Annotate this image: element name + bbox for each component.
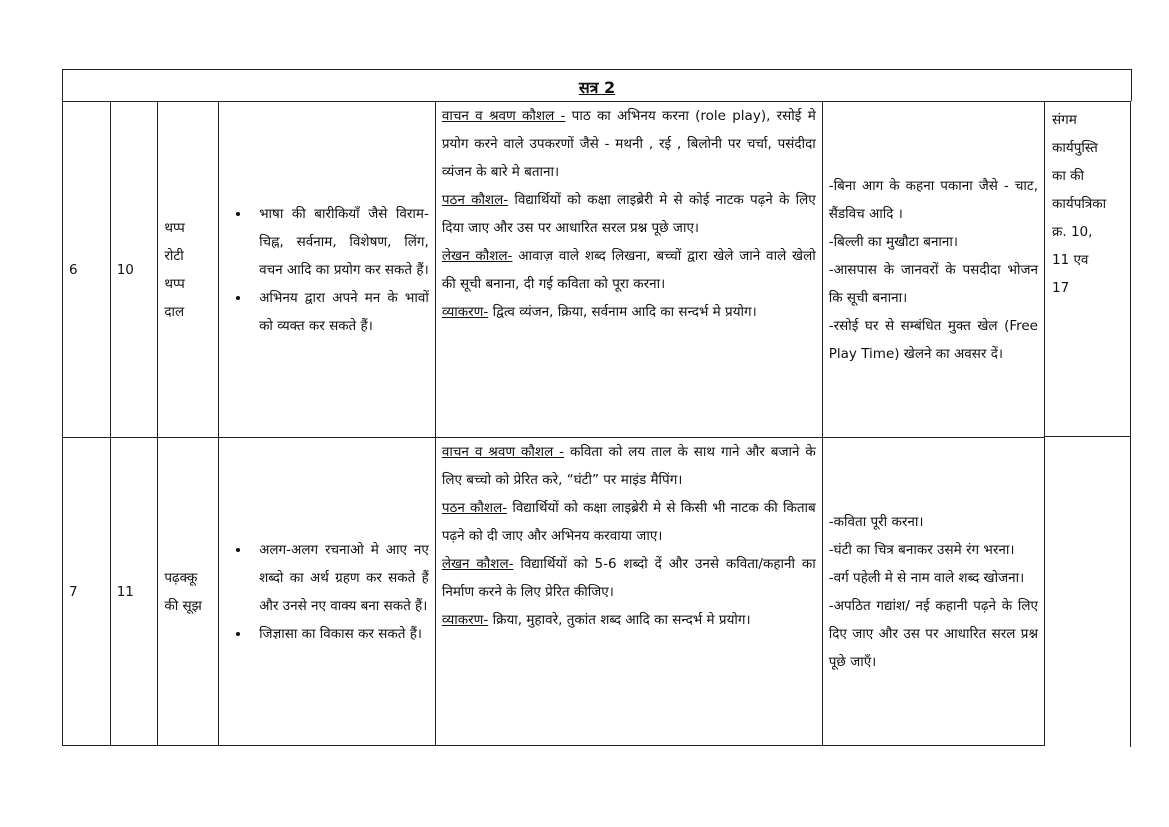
- assessment-item: -आसपास के जानवरों के पसदीदा भोजन कि सूची बनाना।: [828, 261, 1038, 306]
- assessment-item: -रसोई घर से सम्बंधित मुक्त खेल (Free Play Time) खेलने का अवसर दें।: [828, 317, 1038, 362]
- outcome-item: • अलग-अलग रचनाओ मे आए नए शब्दो का अर्थ ग्रहण कर सकते हैं और उनसे नए वाक्य बना सकते हैं।: [251, 536, 429, 620]
- activity-paragraph: वाचन व श्रवण कौशल - पाठ का अभिनय करना (role play), रसोई मे प्रयोग करने वाले उपकरणों जैसे - मथनी , रई , बिलोनी पर चर्चा, पसंदीदा व्यंजन के बारे मे बताना।: [441, 108, 816, 180]
- activity-paragraph: व्याकरण- क्रिया, मुहावरे, तुकांत शब्द आदि का सन्दर्भ मे प्रयोग।: [441, 612, 751, 628]
- row-number: 7: [63, 438, 111, 746]
- week-number: 11: [110, 438, 158, 746]
- assessment-item: -घंटी का चित्र बनाकर उसमे रंग भरना।: [828, 541, 1015, 558]
- table-row: [63, 438, 1045, 746]
- table-border-line: [1130, 437, 1131, 747]
- activities-cell: [435, 102, 822, 438]
- session-title: सत्र 2: [578, 78, 616, 97]
- activity-paragraph: पठन कौशल- विद्यार्थियों को कक्षा लाइब्रेरी मे से किसी भी नाटक की किताब पढ़ने को दी जाए और अभिनय करवाया जाए।: [441, 500, 816, 544]
- activity-paragraph: व्याकरण- द्वित्व व्यंजन, क्रिया, सर्वनाम आदि का सन्दर्भ मे प्रयोग।: [441, 304, 757, 320]
- activity-paragraph: लेखन कौशल- विद्यार्थियों को 5-6 शब्दो दें और उनसे कविता/कहानी का निर्माण करने के लिए प्रेरित कीजिए।: [441, 556, 816, 600]
- assessment-cell: [822, 102, 1044, 438]
- lesson-plan-table: [62, 101, 1045, 746]
- learning-outcomes: [219, 102, 436, 438]
- activity-paragraph: पठन कौशल- विद्यार्थियों को कक्षा लाइब्रेरी मे से कोई नाटक पढ़ने के लिए दिया जाए और उस पर आधारित सरल प्रश्न पूछे जाए।: [441, 192, 816, 236]
- outcome-item: • अभिनय द्वारा अपने मन के भावों को व्यक्त कर सकते हैं।: [251, 284, 429, 340]
- lesson-title: थप्प रोटी थप्प दाल: [158, 102, 219, 438]
- assessment-item: -वर्ग पहेली मे से नाम वाले शब्द खोजना।: [828, 569, 1025, 586]
- lesson-title: पढ़क्कू की सूझ: [158, 438, 219, 746]
- assessment-item: -कविता पूरी करना।: [828, 513, 924, 530]
- assessment-item: -अपठित गद्यांश/ नई कहानी पढ़ने के लिए दिए जाए और उस पर आधारित सरल प्रश्न पूछे जाएँ।: [828, 597, 1038, 670]
- week-number: 10: [110, 102, 158, 438]
- assessment-cell: [822, 438, 1044, 746]
- activities-cell: [435, 438, 822, 746]
- assessment-item: -बिना आग के कहना पकाना जैसे - चाट, सैंडविच आदि ।: [828, 177, 1038, 222]
- activity-paragraph: वाचन व श्रवण कौशल - कविता को लय ताल के साथ गाने और बजाने के लिए बच्चो को प्रेरित करे, “घंटी” पर माइंड मैपिंग।: [441, 444, 816, 488]
- assessment-item: -बिल्ली का मुखौटा बनाना।: [828, 233, 959, 250]
- session-header: [62, 69, 1132, 101]
- table-row: [63, 102, 1045, 438]
- resources-cell: संगम कार्यपुस्ति का की कार्यपत्रिका क्र. 10, 11 एव 17: [1045, 101, 1131, 437]
- learning-outcomes: [219, 438, 436, 746]
- row-number: 6: [63, 102, 111, 438]
- outcome-item: • जिज्ञासा का विकास कर सकते हैं।: [251, 620, 429, 648]
- activity-paragraph: लेखन कौशल- आवाज़ वाले शब्द लिखना, बच्चों द्वारा खेले जाने वाले खेलो की सूची बनाना, दी गई कविता को पूरा करना।: [441, 248, 816, 292]
- outcome-item: • भाषा की बारीकियाँ जैसे विराम-चिह्न, सर्वनाम, विशेषण, लिंग, वचन आदि का प्रयोग कर सकते हैं।: [251, 200, 429, 284]
